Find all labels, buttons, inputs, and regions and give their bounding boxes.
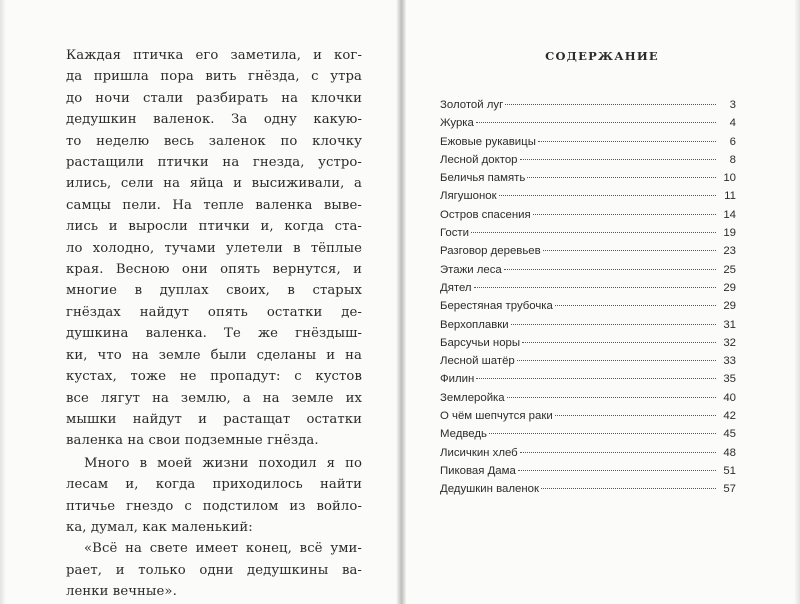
toc-entry-page: 45 <box>723 428 736 441</box>
toc-entry-title: Медведь <box>440 428 487 441</box>
toc-entry <box>440 428 736 446</box>
toc-leader-dots <box>471 232 716 233</box>
toc-leader-dots <box>520 159 716 160</box>
paragraph-2 <box>66 453 362 539</box>
toc-entry-page: 10 <box>723 172 736 185</box>
text-line: кустах, тоже не пропадут: с кустов <box>66 369 362 385</box>
text-line: до ночи стали разбирать на клочки <box>66 90 362 106</box>
toc-entry-page: 42 <box>723 410 736 423</box>
toc-leader-dots <box>476 122 716 123</box>
text-line: растащили птички на гнезда, устро- <box>66 155 362 171</box>
toc-entry <box>440 410 736 428</box>
toc-leader-dots <box>522 342 716 343</box>
toc-entry-title: Лесной шатёр <box>440 355 515 368</box>
text-line: многие в дуплах своих, в старых <box>66 283 362 299</box>
toc-entry-page: 11 <box>724 190 736 203</box>
toc-leader-dots <box>505 104 716 105</box>
text-line: лесам и, когда приходилось найти <box>66 477 362 493</box>
text-line: края. Весною они опять вернутся, и <box>66 262 362 278</box>
text-line: ленки вечные». <box>66 584 177 600</box>
toc-entry <box>440 392 736 410</box>
toc-entry <box>440 373 736 391</box>
text-line: лись и выросли птички и, когда ста- <box>66 219 362 235</box>
paragraph-3 <box>66 538 362 602</box>
toc-leader-dots <box>489 433 716 434</box>
toc-entry <box>440 136 736 154</box>
toc-entry-page: 35 <box>723 373 736 386</box>
toc-entry-page: 29 <box>723 281 736 294</box>
text-line: мышки найдут и растащат остатки <box>66 411 362 427</box>
toc-leader-dots <box>520 452 716 453</box>
toc-leader-dots <box>543 250 716 251</box>
toc-entry-title: Берестяная трубочка <box>440 300 553 313</box>
toc-entry-title: Барсучьи норы <box>440 336 521 349</box>
toc-entry-page: 48 <box>723 446 736 459</box>
toc-entry-page: 29 <box>723 300 736 313</box>
table-of-contents <box>440 99 736 502</box>
toc-entry-title: Филин <box>440 373 475 386</box>
toc-leader-dots <box>511 324 716 325</box>
text-line: душкина валенка. Те же гнёздыш- <box>66 326 362 342</box>
toc-entry <box>440 355 736 373</box>
toc-entry-title: Этажи леса <box>440 263 502 276</box>
text-line: да пришла пора вить гнёзда, с утра <box>66 69 362 85</box>
paragraph-1 <box>66 45 362 452</box>
toc-entry-page: 31 <box>723 318 736 331</box>
toc-entry-page: 23 <box>723 245 736 258</box>
toc-leader-dots <box>476 378 716 379</box>
toc-leader-dots <box>499 195 716 196</box>
toc-entry-title: Дедушкин валенок <box>440 483 539 496</box>
toc-entry <box>440 190 736 208</box>
toc-entry <box>440 337 736 355</box>
toc-entry <box>440 447 736 465</box>
toc-entry <box>440 465 736 483</box>
book-gutter <box>396 0 406 604</box>
toc-entry-page: 8 <box>729 153 736 166</box>
toc-entry-title: Разговор деревьев <box>440 245 541 258</box>
toc-entry-title: Лесной доктор <box>440 153 518 166</box>
toc-entry <box>440 483 736 501</box>
toc-entry-title: Пиковая Дама <box>440 464 516 477</box>
toc-entry <box>440 209 736 227</box>
text-line: ились, сели на яйца и высиживали, а <box>66 176 362 192</box>
text-line: гнёздах найдут опять остатки де- <box>66 304 362 320</box>
toc-leader-dots <box>507 397 716 398</box>
toc-leader-dots <box>517 360 716 361</box>
toc-leader-dots <box>533 214 716 215</box>
toc-entry-page: 33 <box>723 355 736 368</box>
toc-entry <box>440 227 736 245</box>
left-page-edge <box>0 0 6 604</box>
text-line: самцы пели. На тепле валенка выве- <box>66 197 362 213</box>
toc-leader-dots <box>504 269 716 270</box>
text-line: Каждая птичка его заметила, и ког- <box>66 48 362 63</box>
contents-title: СОДЕРЖАНИЕ <box>545 49 659 63</box>
toc-entry-page: 51 <box>723 464 736 477</box>
toc-entry-page: 32 <box>723 336 736 349</box>
toc-leader-dots <box>555 305 716 306</box>
toc-entry-page: 3 <box>729 99 736 111</box>
toc-entry-page: 6 <box>729 135 736 148</box>
toc-entry-title: Верхоплавки <box>440 318 509 331</box>
toc-entry-page: 4 <box>729 117 736 130</box>
toc-entry-title: Гости <box>440 227 470 240</box>
toc-entry <box>440 282 736 300</box>
toc-entry <box>440 245 736 263</box>
text-line: валенка на свои подземные гнёзда. <box>66 433 319 449</box>
toc-leader-dots <box>518 470 716 471</box>
text-line: птичье гнездо с подстилом из войло- <box>66 498 362 514</box>
text-line: рает, и только одни дедушкины ва- <box>66 562 362 578</box>
toc-entry <box>440 264 736 282</box>
text-line: ки, что на земле были сделаны и на <box>66 347 362 363</box>
toc-entry-title: Золотой луг <box>440 99 504 111</box>
toc-entry-title: О чём шепчутся раки <box>440 410 553 423</box>
toc-entry <box>440 154 736 172</box>
toc-entry <box>440 300 736 318</box>
toc-entry-page: 57 <box>723 483 736 496</box>
toc-leader-dots <box>538 141 716 142</box>
right-page-edge <box>794 0 800 604</box>
toc-entry-title: Землеройка <box>440 391 505 404</box>
text-line: ка, думал, как маленький: <box>66 519 253 535</box>
toc-entry-title: Лисичкин хлеб <box>440 446 518 459</box>
toc-entry <box>440 172 736 190</box>
text-line: дедушкин валенок. За одну какую- <box>66 112 362 128</box>
text-line: все лягут на землю, а на земле их <box>66 390 362 406</box>
toc-leader-dots <box>527 177 716 178</box>
text-line: Много в моей жизни походил я по <box>84 455 362 471</box>
left-page-text <box>66 45 362 603</box>
toc-leader-dots <box>474 287 716 288</box>
text-line: ло холодно, тучами улетели в тёплые <box>66 240 362 256</box>
toc-entry-page: 40 <box>723 391 736 404</box>
text-line: «Всё на свете имеет конец, всё уми- <box>84 541 362 557</box>
toc-entry-title: Журка <box>440 117 474 130</box>
toc-entry-title: Ежовые рукавицы <box>440 135 536 148</box>
toc-entry <box>440 319 736 337</box>
text-line: то неделю весь заленок по клочку <box>66 133 362 149</box>
toc-leader-dots <box>541 488 716 489</box>
toc-entry-title: Лягушонок <box>440 190 497 203</box>
toc-entry <box>440 117 736 135</box>
toc-entry-page: 25 <box>723 263 736 276</box>
toc-entry-title: Остров спасения <box>440 208 531 221</box>
toc-entry-title: Дятел <box>440 281 472 294</box>
toc-entry-page: 14 <box>723 208 736 221</box>
toc-leader-dots <box>555 415 716 416</box>
toc-entry <box>440 99 736 117</box>
toc-entry-page: 19 <box>723 227 736 240</box>
toc-entry-title: Беличья память <box>440 172 526 185</box>
